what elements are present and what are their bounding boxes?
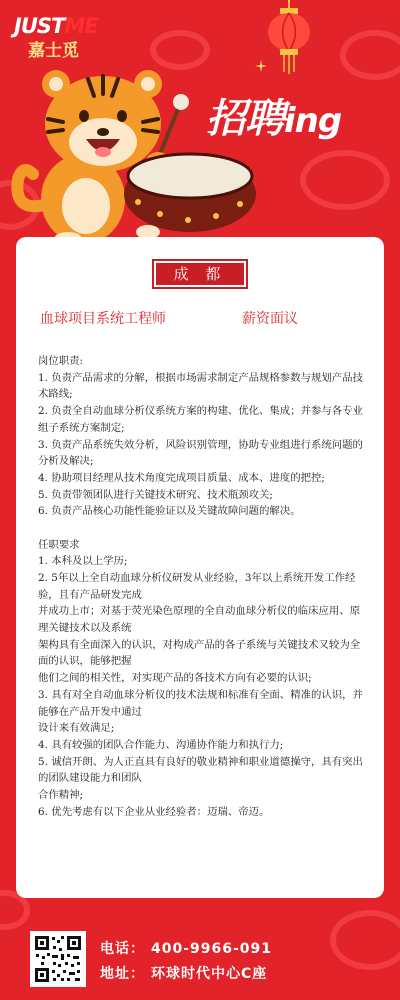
requirement-item: 2. 5年以上全自动血球分析仪研发从业经验，3年以上系统开发工作经验，且有产品研发完成 xyxy=(38,571,356,601)
duty-item: 4. 协助项目经理从技术角度完成项目质量、成本、进度的把控; xyxy=(38,471,325,484)
requirement-item: 架构具有全面深入的认识，对构成产品的各子系统与关键技术又较为全面的认识，能够把握 xyxy=(38,638,361,668)
phone-number[interactable]: 400-9966-091 xyxy=(151,941,273,957)
city-badge: 成 都 xyxy=(152,259,248,289)
duties-heading: 岗位职责: xyxy=(38,355,84,367)
brand-logo xyxy=(14,14,124,62)
headline-main: 招聘 xyxy=(206,96,284,142)
requirement-item: 1. 本科及以上学历; xyxy=(38,555,128,568)
tiger-drum-illustration xyxy=(8,64,258,244)
requirement-item: 4. 具有较强的团队合作能力、沟通协作能力和执行力; xyxy=(38,738,284,751)
headline-suffix: ing xyxy=(284,101,342,141)
duty-item: 1. 负责产品需求的分解，根据市场需求制定产品规格参数与规划产品技术路线; xyxy=(38,371,363,401)
duty-item: 3. 负责产品系统失效分析，风险识别管理，协助专业组进行系统问题的分析及解决; xyxy=(38,438,363,468)
requirement-item: 并成功上市；对基于荧光染色原理的全自动血球分析仪的临床应用、原理关键技术以及系统 xyxy=(38,605,361,635)
job-description xyxy=(38,353,368,820)
lantern-icon xyxy=(266,0,312,74)
phone-label: 电话： xyxy=(100,941,145,957)
brand-logo-text xyxy=(14,14,124,38)
duty-item: 6. 负责产品核心功能性能验证以及关键故障问题的解决。 xyxy=(38,505,301,518)
requirement-item: 他们之间的相关性，对实现产品的各技术方向有必要的认识; xyxy=(38,672,312,685)
qr-code-icon[interactable] xyxy=(30,931,86,987)
brand-name-cn: 嘉士觅 xyxy=(28,41,79,61)
brand-name-right: ME xyxy=(64,14,98,38)
decor-cloud xyxy=(300,150,390,210)
duty-item: 5. 负责带领团队进行关键技术研究、技术瓶颈攻关; xyxy=(38,488,273,501)
phone-line xyxy=(100,938,272,958)
brand-name-left: JUST xyxy=(14,14,65,38)
requirement-item: 5. 诚信开朗、为人正直具有良好的敬业精神和职业道德操守，具有突出的团队建设能力和团队 xyxy=(38,755,363,785)
decor-cloud xyxy=(330,910,400,970)
duty-item: 2. 负责全自动血球分析仪系统方案的构建、优化、集成；并参与各专业组子系统方案制定; xyxy=(38,405,363,434)
requirement-item: 6. 优先考虑有以下企业从业经验者：迈瑞、帝迈。 xyxy=(38,805,270,818)
address-line xyxy=(100,963,267,983)
requirements-heading: 任职要求 xyxy=(38,538,80,551)
salary-label: 薪资面议 xyxy=(242,311,298,327)
decor-cloud xyxy=(340,30,400,80)
job-title: 血球项目系统工程师 xyxy=(40,311,166,327)
section-gap xyxy=(38,520,368,537)
requirement-item: 3. 具有对全自动血球分析仪的技术法规和标准有全面、精准的认识，并能够在产品开发中通过 xyxy=(38,688,363,718)
requirement-item: 合作精神; xyxy=(38,789,84,802)
address-value: 环球时代中心C座 xyxy=(151,966,268,982)
address-label: 地址： xyxy=(100,966,145,982)
requirement-item: 设计来有效满足; xyxy=(38,722,115,735)
